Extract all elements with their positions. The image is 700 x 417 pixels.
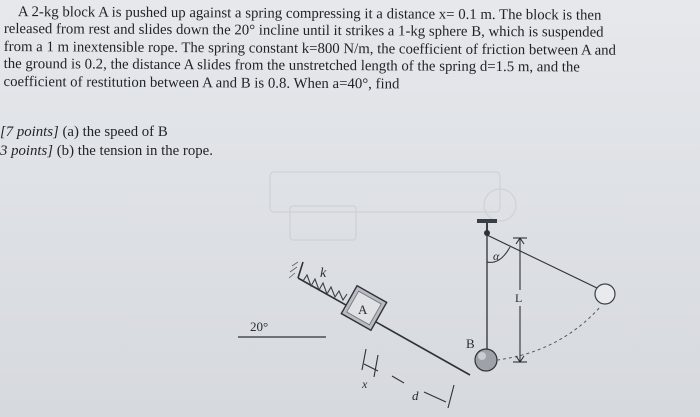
x-label: x bbox=[362, 377, 368, 391]
d-label: d bbox=[412, 388, 419, 403]
problem-line-2: released from rest and slides down the 20° incline until it strikes a 1-kg sphere B, which is suspended bbox=[3, 21, 604, 42]
rope-swung bbox=[487, 235, 597, 288]
sphere-b bbox=[475, 349, 497, 371]
spring-label: k bbox=[320, 266, 327, 281]
sphere-b-swung bbox=[595, 284, 615, 304]
swing-arc bbox=[497, 306, 601, 360]
ceiling-support bbox=[477, 219, 497, 223]
problem-line-5: coefficient of restitution between A and B is 0.8. When a=40°, find bbox=[3, 73, 400, 93]
part-b-points: 3 points] bbox=[0, 143, 54, 159]
part-a-points: [7 points] bbox=[0, 124, 59, 140]
part-b-text: (b) the tension in the rope. bbox=[56, 143, 213, 159]
show-through-ghost bbox=[270, 172, 516, 240]
sphere-b-highlight bbox=[478, 352, 486, 360]
incline-surface bbox=[298, 278, 470, 375]
alpha-label: α bbox=[493, 249, 500, 263]
incline-wall bbox=[298, 262, 303, 278]
block-a-label: A bbox=[358, 302, 368, 317]
length-label: L bbox=[515, 291, 523, 305]
problem-line-4: the ground is 0.2, the distance A slides from the unstretched length of the spring d=1.5 m, and the bbox=[3, 56, 580, 76]
wall-hatching bbox=[289, 262, 298, 278]
problem-line-3: from a 1 m inextensible rope. The spring constant k=800 N/m, the coefficient of friction between A and bbox=[3, 38, 617, 59]
sphere-b-label: B bbox=[466, 336, 475, 351]
part-a-text: (a) the speed of B bbox=[62, 124, 168, 140]
angle-label: 20° bbox=[250, 319, 269, 334]
problem-line-1: A 2-kg block A is pushed up against a spring compressing it a distance x= 0.1 m. The block is then bbox=[17, 4, 602, 24]
